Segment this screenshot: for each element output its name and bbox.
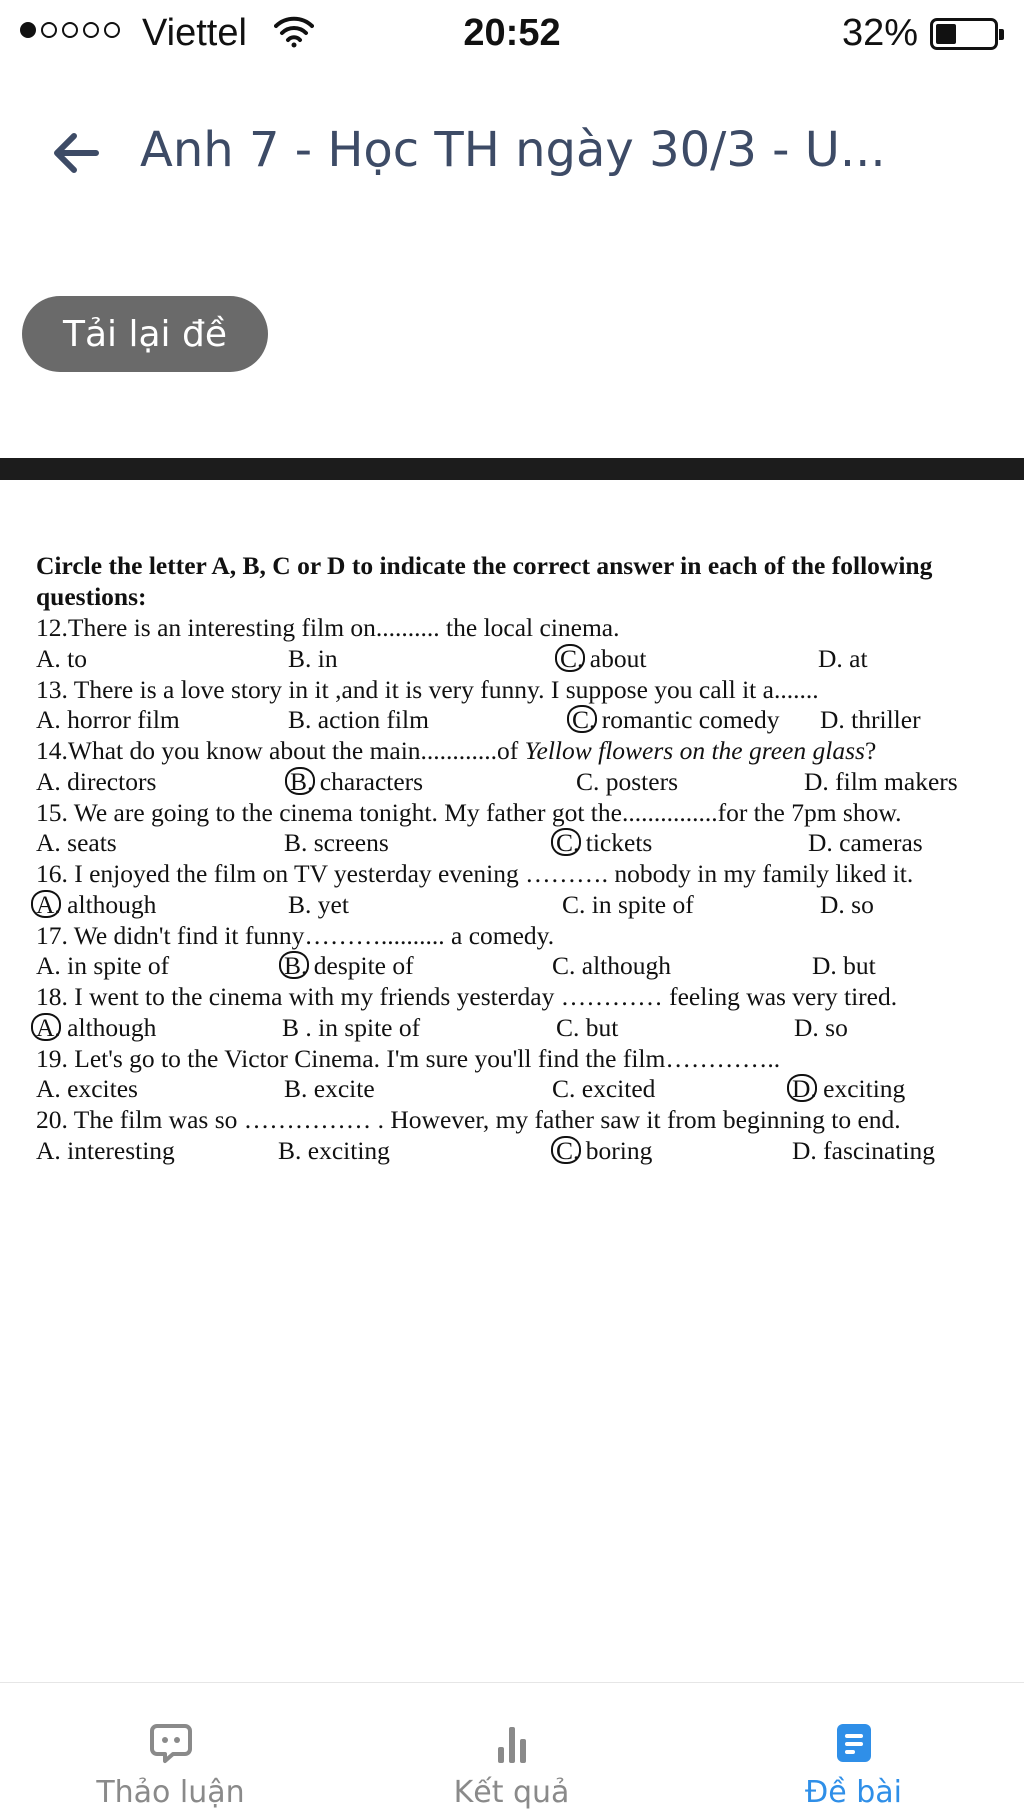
- answer-options: [0, 1073, 1024, 1104]
- answer-option-circled[interactable]: [284, 950, 414, 981]
- answer-option[interactable]: [820, 889, 874, 920]
- answer-option[interactable]: [284, 1073, 375, 1104]
- question-stem-part: 14.What do you know about the main............of: [36, 736, 525, 765]
- clock: 20:52: [463, 12, 561, 54]
- bar-chart-icon: [490, 1721, 534, 1765]
- option-text: A. although: [36, 1012, 157, 1042]
- option-text: A. directors: [36, 766, 157, 796]
- tab-exam-label: Đề bài: [804, 1775, 902, 1810]
- option-text: C. posters: [576, 766, 678, 796]
- answer-option[interactable]: [36, 827, 117, 858]
- option-text: D. thriller: [820, 705, 921, 735]
- tab-discussion-label: Thảo luận: [96, 1775, 245, 1810]
- option-text: A. although: [36, 889, 157, 919]
- answer-options: [0, 643, 1024, 674]
- option-text: D. film makers: [804, 766, 958, 796]
- answer-options: [0, 827, 1024, 858]
- question-stem: 20. The film was so …………… . However, my father saw it from beginning to end.: [36, 1105, 901, 1134]
- answer-option[interactable]: [36, 950, 169, 981]
- answer-option[interactable]: [820, 704, 921, 735]
- bottom-tab-bar: [0, 1682, 1024, 1818]
- document-icon: [832, 1721, 876, 1765]
- option-text: C. romantic comedy: [572, 705, 780, 735]
- option-text: C. excited: [552, 1074, 656, 1104]
- option-text: D. cameras: [808, 828, 923, 858]
- answer-option-circled[interactable]: [560, 643, 646, 674]
- option-text: A. interesting: [36, 1135, 175, 1165]
- answer-option[interactable]: [808, 827, 923, 858]
- option-text: C. but: [556, 1012, 619, 1042]
- question-stem: 13. There is a love story in it ,and it is very funny. I suppose you call it a.......: [36, 674, 819, 704]
- instruction-text: Circle the letter A, B, C or D to indicate the correct answer in each of the following questions:: [36, 551, 933, 611]
- question-text: [0, 674, 1024, 705]
- question-text: [0, 1043, 1024, 1074]
- option-text: B . in spite of: [282, 1012, 421, 1042]
- answer-options: [0, 1135, 1024, 1166]
- option-text: D. so: [794, 1012, 848, 1042]
- option-text: D. at: [818, 643, 868, 673]
- answer-option[interactable]: [576, 766, 678, 797]
- answer-option[interactable]: [552, 1073, 655, 1104]
- option-text: B. in: [288, 643, 338, 673]
- option-text: C. boring: [556, 1135, 653, 1165]
- option-text: A. to: [36, 643, 87, 673]
- option-text: B. screens: [284, 828, 389, 858]
- answer-option-circled[interactable]: [36, 1012, 156, 1043]
- option-text: D. fascinating: [792, 1135, 936, 1165]
- question-stem: 17. We didn't find it funny……….......... a comedy.: [36, 920, 555, 950]
- tab-discussion[interactable]: [0, 1683, 341, 1818]
- option-text: A. in spite of: [36, 951, 170, 981]
- answer-options: [0, 889, 1024, 920]
- answer-option[interactable]: [562, 889, 694, 920]
- answer-option-circled[interactable]: [572, 704, 780, 735]
- answer-option[interactable]: [284, 827, 389, 858]
- question-text: [0, 797, 1024, 828]
- answer-option[interactable]: [288, 889, 349, 920]
- answer-option[interactable]: [36, 704, 180, 735]
- option-text: D. exciting: [792, 1074, 906, 1104]
- question-text: [0, 735, 1024, 766]
- back-arrow-icon[interactable]: [50, 128, 102, 178]
- answer-option-circled[interactable]: [556, 827, 652, 858]
- option-text: B. exciting: [278, 1135, 390, 1165]
- question-stem: [36, 735, 876, 766]
- answer-option-circled[interactable]: [290, 766, 423, 797]
- option-text: A. horror film: [36, 705, 180, 735]
- question-text: [0, 981, 1024, 1012]
- question-stem: 16. I enjoyed the film on TV yesterday evening ………. nobody in my family liked it.: [36, 859, 914, 888]
- answer-option[interactable]: [36, 1073, 138, 1104]
- question-text: [0, 920, 1024, 951]
- question-stem: 18. I went to the cinema with my friends yesterday ………… feeling was very tired.: [36, 982, 898, 1011]
- answer-option[interactable]: [288, 704, 429, 735]
- option-text: B. despite of: [284, 951, 414, 981]
- battery-percentage: 32%: [842, 12, 919, 54]
- question-stem-part: ?: [864, 736, 877, 765]
- question-stem: 12.There is an interesting film on.......... the local cinema.: [36, 613, 620, 642]
- option-text: A. excites: [36, 1074, 138, 1104]
- question-stem: 15. We are going to the cinema tonight. My father got the...............for the 7pm show.: [36, 797, 902, 827]
- answer-options: [0, 950, 1024, 981]
- answer-option[interactable]: [278, 1135, 390, 1166]
- tab-results-label: Kết quả: [453, 1775, 570, 1810]
- divider: [0, 458, 1024, 480]
- option-text: B. yet: [288, 889, 349, 919]
- answer-options: [0, 704, 1024, 735]
- answer-option[interactable]: [812, 950, 876, 981]
- page-title: Anh 7 - Học TH ngày 30/3 - U...: [140, 122, 886, 178]
- option-text: B. action film: [288, 705, 429, 735]
- battery-icon: [930, 18, 998, 50]
- answer-option[interactable]: [36, 643, 87, 674]
- option-text: D. so: [820, 889, 874, 919]
- question-stem-italic: Yellow flowers on the green glass: [524, 736, 865, 765]
- answer-option[interactable]: [36, 1135, 175, 1166]
- answer-option[interactable]: [556, 1012, 618, 1043]
- answer-option[interactable]: [288, 643, 338, 674]
- option-text: D. but: [812, 951, 876, 981]
- question-text: [0, 612, 1024, 643]
- answer-option[interactable]: [818, 643, 868, 674]
- chat-bubble-icon: [149, 1721, 193, 1765]
- option-text: B. excite: [284, 1074, 375, 1104]
- answer-option[interactable]: [36, 766, 156, 797]
- option-text: C. although: [552, 951, 671, 981]
- answer-options: [0, 766, 1024, 797]
- tab-results[interactable]: [341, 1683, 682, 1818]
- question-stem: 19. Let's go to the Victor Cinema. I'm sure you'll find the film…………..: [36, 1043, 781, 1073]
- question-text: [0, 1104, 1024, 1135]
- tab-exam[interactable]: [683, 1683, 1024, 1818]
- option-text: B. characters: [290, 766, 424, 796]
- answer-option-circled[interactable]: [792, 1073, 905, 1104]
- answer-options: [0, 1012, 1024, 1043]
- option-text: C. about: [560, 643, 647, 673]
- answer-option[interactable]: [804, 766, 958, 797]
- option-text: A. seats: [36, 828, 117, 858]
- answer-option[interactable]: [792, 1135, 935, 1166]
- answer-option-circled[interactable]: [36, 889, 156, 920]
- status-bar: [0, 0, 1024, 70]
- option-text: C. tickets: [556, 828, 653, 858]
- answer-option[interactable]: [794, 1012, 848, 1043]
- question-text: [0, 858, 1024, 889]
- answer-option[interactable]: [552, 950, 671, 981]
- answer-option[interactable]: [282, 1012, 420, 1043]
- answer-option-circled[interactable]: [556, 1135, 652, 1166]
- reload-exam-button[interactable]: Tải lại đề: [22, 296, 268, 372]
- option-text: C. in spite of: [562, 889, 694, 919]
- carrier-name: Viettel: [142, 12, 247, 54]
